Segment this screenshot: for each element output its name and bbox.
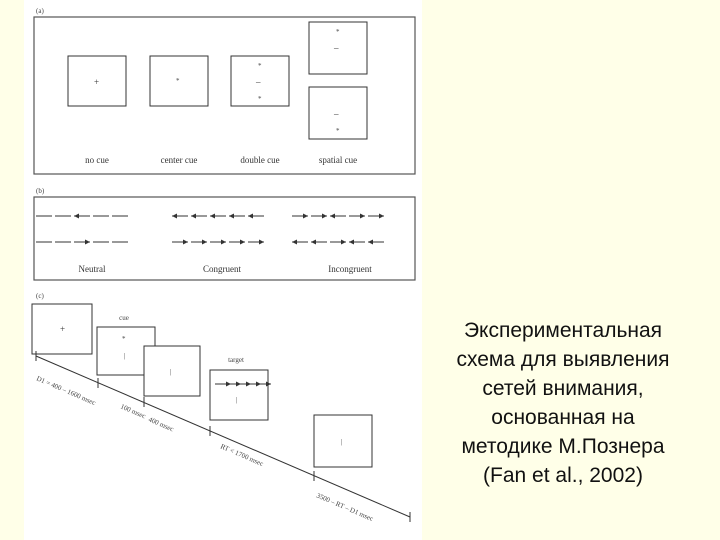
flanker-arrow <box>311 240 327 245</box>
label-no-cue: no cue <box>85 155 109 165</box>
flanker-arrow <box>368 240 384 245</box>
flanker-arrow <box>330 214 346 219</box>
flanker-arrow <box>210 214 226 219</box>
flanker-arrow <box>349 240 365 245</box>
caption-line: Экспериментальная <box>463 319 663 342</box>
trial-delay-box <box>144 346 200 396</box>
flanker-arrow <box>292 240 308 245</box>
trial-target-box <box>210 370 268 420</box>
label-congruent: Congruent <box>203 264 241 274</box>
figure-svg <box>24 0 422 540</box>
flanker-arrow <box>229 240 245 245</box>
flanker-arrow <box>74 214 90 219</box>
flanker-arrow <box>191 240 207 245</box>
label-neutral: Neutral <box>78 264 106 274</box>
caption-line: сетей внимания, <box>482 377 644 400</box>
flanker-arrow <box>248 214 264 219</box>
double-cue-star-bottom: * <box>258 95 262 103</box>
cue-caption: cue <box>119 314 129 322</box>
spatial-cue-fixation-top: – <box>334 43 339 53</box>
caption-line: схема для выявления <box>456 348 670 371</box>
timeline-d1: D1 = 400 – 1600 msec <box>35 374 97 408</box>
panel-b-letter: (b) <box>36 187 45 195</box>
label-double-cue: double cue <box>240 155 280 165</box>
figure-caption <box>432 316 694 490</box>
spatial-cue-star-top: * <box>336 28 340 36</box>
caption-line: основанная на <box>491 406 635 429</box>
panel-a-letter: (a) <box>36 7 44 15</box>
flanker-arrow <box>292 214 308 219</box>
double-cue-fixation: – <box>256 77 261 87</box>
flanker-arrow <box>330 240 346 245</box>
attention-network-test-figure <box>24 0 422 540</box>
flanker-arrow <box>210 240 226 245</box>
trial-delay-fixation: | <box>170 368 172 376</box>
flanker-arrow <box>248 240 264 245</box>
flanker-arrow <box>172 240 188 245</box>
trial-cue-star: * <box>122 335 126 343</box>
timeline-delay-duration: 400 msec <box>147 415 175 434</box>
panel-c-letter: (c) <box>36 292 44 300</box>
caption-line: (Fan et al., 2002) <box>483 464 643 487</box>
flanker-arrow <box>191 214 207 219</box>
target-caption: target <box>228 356 244 364</box>
caption-line: методике М.Познера <box>461 435 665 458</box>
flanker-arrow <box>368 214 384 219</box>
flanker-arrow <box>311 214 327 219</box>
no-cue-fixation: + <box>94 77 100 87</box>
panel-a-frame <box>34 17 415 174</box>
flanker-arrow <box>229 214 245 219</box>
trial-target-fixation: | <box>236 396 238 404</box>
trial-end-box <box>314 415 372 467</box>
trial-end-fixation: | <box>341 438 343 446</box>
timeline-cue-duration: 100 msec <box>119 402 147 421</box>
trial-cue-fixation: | <box>124 352 126 360</box>
trial-fixation-symbol: + <box>60 324 66 334</box>
flanker-arrow <box>349 214 365 219</box>
double-cue-star-top: * <box>258 62 262 70</box>
flanker-stimuli <box>36 214 384 245</box>
flanker-arrow <box>172 214 188 219</box>
spatial-cue-star-bottom: * <box>336 127 340 135</box>
center-cue-star: * <box>176 77 180 85</box>
flanker-arrow <box>74 240 90 245</box>
timeline-remaining: 3500 – RT – D1 msec <box>315 491 375 524</box>
label-center-cue: center cue <box>160 155 198 165</box>
label-incongruent: Incongruent <box>328 264 372 274</box>
timeline-rt: RT < 1700 msec <box>219 442 265 469</box>
label-spatial-cue: spatial cue <box>318 155 358 165</box>
spatial-cue-fixation-bottom: – <box>334 109 339 119</box>
